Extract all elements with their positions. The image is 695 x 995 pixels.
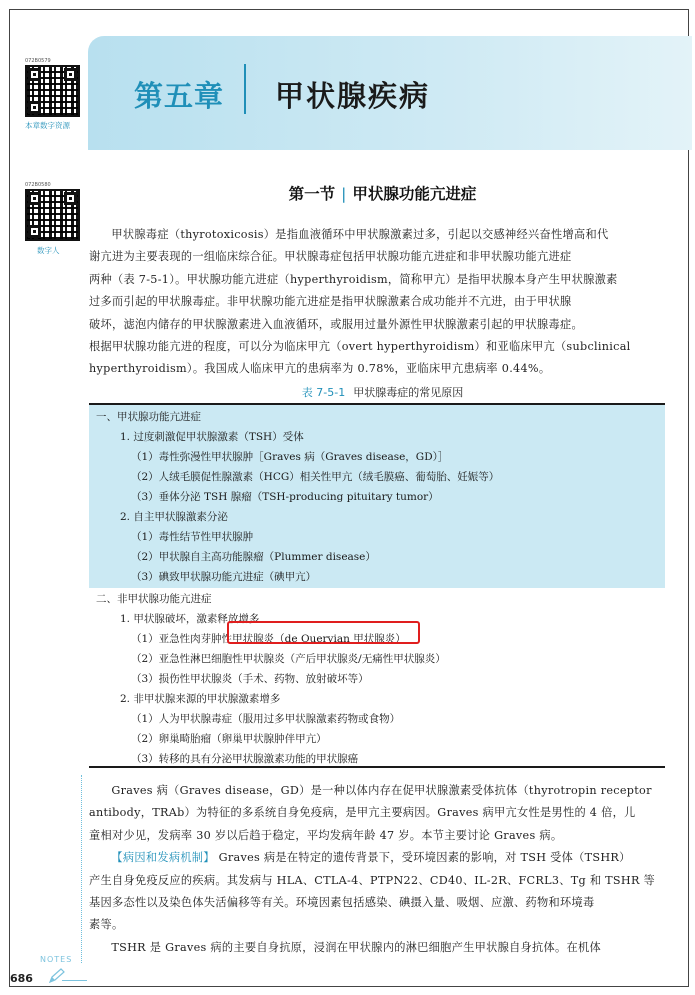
etiology-text: Graves 病是在特定的遗传背景下，受环境因素的影响，对 TSH 受体（TSHR） [218,851,631,865]
table-row: （2）人绒毛膜促性腺激素（HCG）相关性甲亢（绒毛膜癌、葡萄胎、妊娠等） [131,471,500,483]
chapter-number: 第五章 [134,79,225,113]
table-row: （1）毒性弥漫性甲状腺肿［Graves 病（Graves disease，GD）］ [131,451,449,463]
table-caption [0,384,695,400]
qr-caption: 数字人 [37,246,60,255]
text-line [89,847,665,869]
text-line: Graves 病（Graves disease，GD）是一种以体内存在促甲状腺激素受体抗体（thyrotropin receptor [111,784,652,797]
table-bottom-rule [89,766,665,768]
etiology-heading: 【病因和发病机制】 [111,851,215,865]
section-divider: | [341,185,347,203]
table-row: （1）人为甲状腺毒症（服用过多甲状腺激素药物或食物） [131,713,401,725]
text-line: hyperthyroidism）。我国成人临床甲亢的患病率为 0.78%，亚临床甲亢患病率 0.44%。 [89,362,551,376]
qr-code-id: 072B0580 [25,182,51,188]
text-line: 根据甲状腺功能亢进的程度，可以分为临床甲亢（overt hyperthyroidism）和亚临床甲亢（subclinical [89,340,631,354]
table-row: （3）转移的具有分泌甲状腺激素功能的甲状腺癌 [131,753,359,765]
table-row: （1）毒性结节性甲状腺肿 [131,531,254,543]
text-line: 甲状腺毒症（thyrotoxicosis）是指血液循环中甲状腺激素过多，引起以交感神经兴奋性增高和代 [111,228,609,241]
pencil-icon [48,968,66,984]
graves-paragraph [89,780,665,959]
table-row: 2. 非甲状腺来源的甲状腺激素增多 [120,693,281,705]
table-row: （3）损伤性甲状腺炎（手术、药物、放射破坏等） [131,673,369,685]
table-row: （3）垂体分泌 TSH 腺瘤（TSH-producing pituitary tumor） [131,491,439,503]
margin-dotted-line [81,775,82,963]
table-row: （2）亚急性淋巴细胞性甲状腺炎（产后甲状腺炎/无痛性甲状腺炎） [131,653,446,665]
section-name: 甲状腺功能亢进症 [352,185,477,203]
table-number: 表 7-5-1 [301,386,346,399]
highlight-box [227,621,420,644]
text-line: 基因多态性以及染色体失活偏移等有关。环境因素包括感染、碘摄入量、吸烟、应激、药物和环境毒 [89,896,595,910]
text-line: antibody，TRAb）为特征的多系统自身免疫病，是甲亢主要病因。Graves 病甲亢女性是男性的 4 倍，儿 [89,806,636,820]
table-row: 2. 自主甲状腺激素分泌 [120,511,228,523]
text-line: 谢亢进为主要表现的一组临床综合征。甲状腺毒症包括甲状腺功能亢进症和非甲状腺功能亢进症 [89,250,572,264]
text-line: 素等。 [89,918,124,932]
qr-code-icon[interactable] [25,65,80,117]
qr-caption: 本章数字资源 [25,121,70,130]
section-title [0,182,695,204]
text-line: 破坏，滤泡内储存的甲状腺激素进入血液循环，或服用过量外源性甲状腺激素引起的甲状腺毒症。 [89,317,583,331]
page-number: 686 [10,972,33,985]
notes-underline [62,980,87,981]
table-row: 1. 甲状腺破坏，激素释放增多 [120,613,260,625]
table-row: （2）卵巢畸胎瘤（卵巢甲状腺肿伴甲亢） [131,733,327,745]
text-line: TSHR 是 Graves 病的主要自身抗原，浸润在甲状腺内的淋巴细胞产生甲状腺自身抗体。在机体 [111,940,601,954]
text-line: 童相对少见，发病率 30 岁以后趋于稳定，平均发病年龄 47 岁。本节主要讨论 Graves 病。 [89,828,563,842]
table-row: 1. 过度刺激促甲状腺激素（TSH）受体 [120,431,304,443]
notes-label: NOTES [40,955,73,964]
intro-paragraph [89,224,665,381]
table-row: 二、非甲状腺功能亢进症 [96,593,212,605]
table-title: 甲状腺毒症的常见原因 [353,386,464,399]
text-line: 产生自身免疫反应的疾病。其发病与 HLA、CTLA-4、PTPN22、CD40、IL-2R、FCRL3、Tg 和 TSHR 等 [89,873,656,887]
table-row: 一、甲状腺功能亢进症 [96,411,201,423]
chapter-divider [244,64,246,114]
chapter-title: 甲状腺疾病 [275,79,431,113]
section-number: 第一节 [288,185,336,203]
text-line: 过多而引起的甲状腺毒症。非甲状腺功能亢进症是指甲状腺激素合成功能并不亢进，由于甲状腺 [89,295,572,309]
table-row: （3）碘致甲状腺功能亢进症（碘甲亢） [131,571,317,583]
text-line: 两种（表 7-5-1）。甲状腺功能亢进症（hyperthyroidism，简称甲亢）是指甲状腺本身产生甲状腺激素 [89,272,618,286]
table-row: （1）亚急性肉芽肿性甲状腺炎（de Quervian 甲状腺炎） [131,633,406,645]
table-row: （2）甲状腺自主高功能腺瘤（Plummer disease） [131,551,376,563]
qr-code-id: 072B0579 [25,58,51,64]
